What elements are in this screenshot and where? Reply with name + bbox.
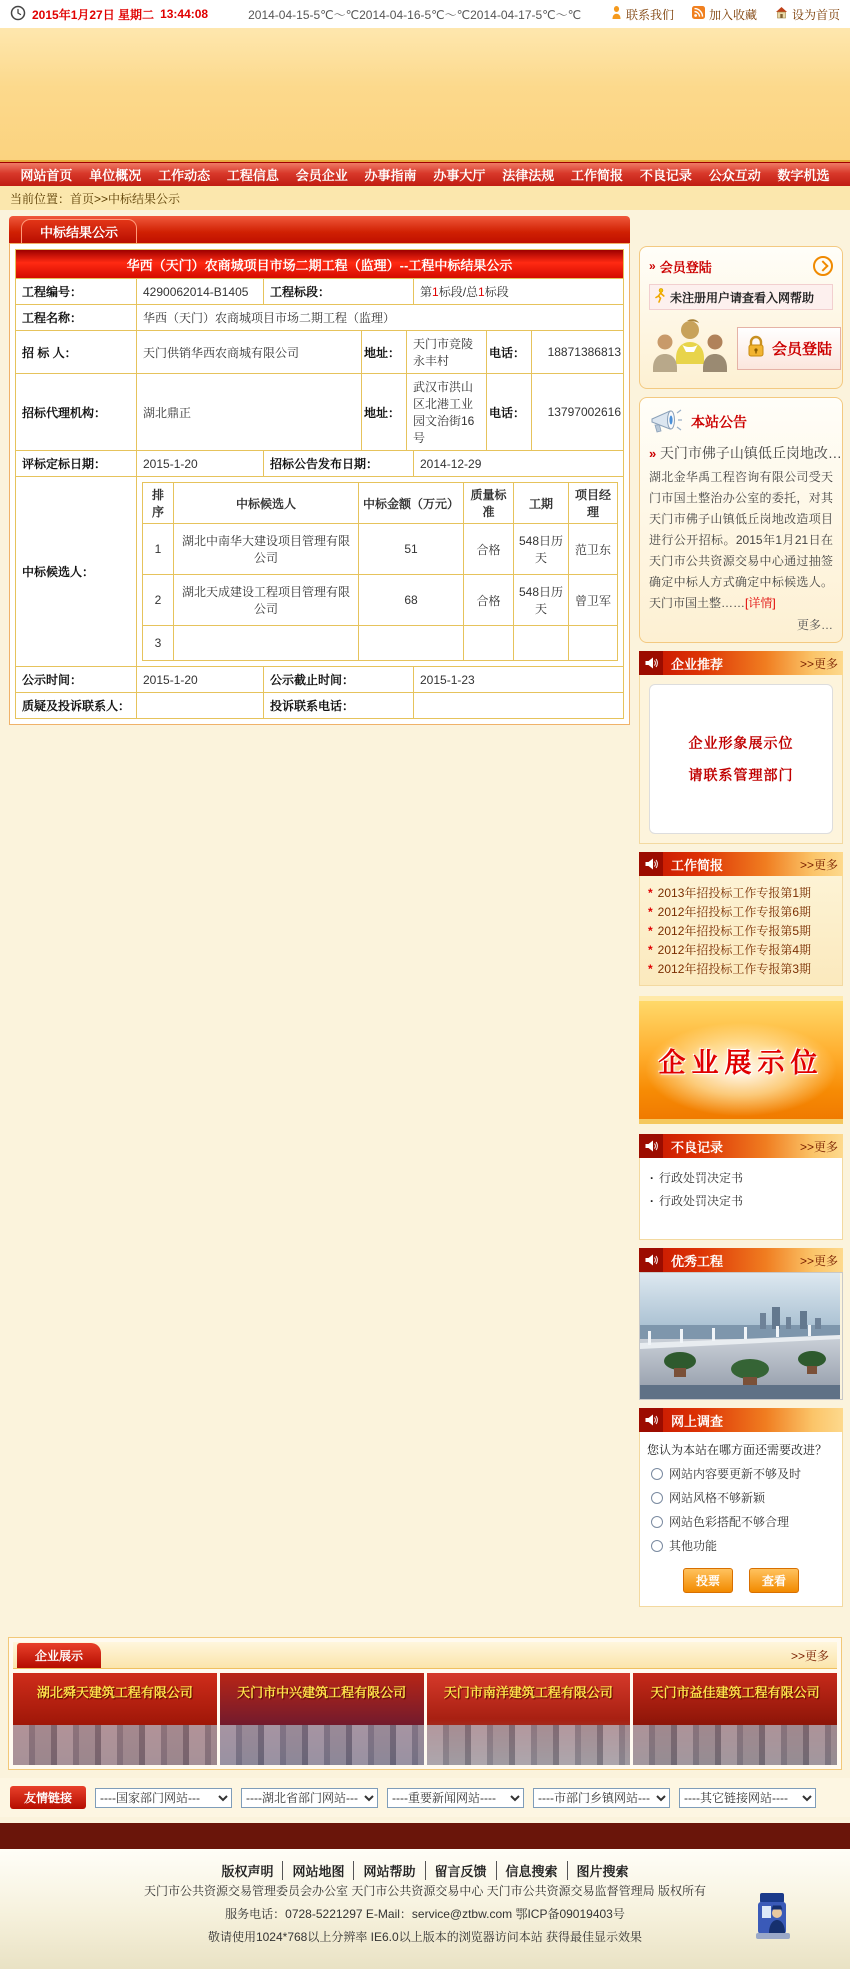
value-notice-date: 2014-12-29 bbox=[413, 451, 623, 476]
nav-about[interactable]: 单位概况 bbox=[89, 168, 142, 183]
footer-divider-band bbox=[0, 1823, 850, 1849]
col-candidate: 中标候选人 bbox=[173, 483, 358, 523]
value-tenderee-address: 天门市竞陵永丰村 bbox=[406, 331, 486, 373]
survey-option-label: 网站内容要更新不够及时 bbox=[669, 1467, 802, 1481]
rss-icon bbox=[692, 6, 705, 22]
label-notice-date: 招标公告发布日期： bbox=[263, 451, 413, 476]
survey-option[interactable] bbox=[651, 1489, 835, 1506]
company-name: 天门市南洋建筑工程有限公司 bbox=[443, 1685, 613, 1700]
nav-home[interactable]: 网站首页 bbox=[20, 168, 73, 183]
nav-laws[interactable]: 法律法规 bbox=[502, 168, 555, 183]
content-column bbox=[9, 216, 630, 725]
star-bullet: * bbox=[648, 961, 653, 976]
list-item[interactable] bbox=[648, 883, 834, 902]
register-help-label: 未注册用户请查看入网帮助 bbox=[670, 290, 815, 305]
list-item[interactable] bbox=[650, 1167, 832, 1190]
company-name: 湖北舜天建筑工程有限公司 bbox=[36, 1685, 193, 1700]
candidates-cell bbox=[136, 477, 623, 666]
showcase-header bbox=[13, 1642, 837, 1669]
showcase-tab[interactable]: 企业展示 bbox=[17, 1643, 101, 1668]
bad-records-list bbox=[639, 1158, 843, 1240]
radio-icon[interactable] bbox=[651, 1516, 663, 1528]
dot-bullet: · bbox=[650, 1171, 654, 1185]
candidate-manager: 曾卫军 bbox=[568, 575, 617, 625]
site-help-link[interactable]: 网站帮助 bbox=[354, 1861, 425, 1880]
value-project-no: 4290062014-B1405 bbox=[136, 279, 263, 304]
fine-projects-more-link[interactable]: >>更多 bbox=[799, 1253, 838, 1268]
candidate-quality: 合格 bbox=[463, 524, 513, 574]
star-bullet: * bbox=[648, 904, 653, 919]
survey-section-bar bbox=[639, 1408, 843, 1432]
nav-bad-records[interactable]: 不良记录 bbox=[639, 168, 692, 183]
survey-question: 您认为本站在哪方面还需要改进？ bbox=[647, 1443, 828, 1457]
company-banner[interactable] bbox=[220, 1673, 424, 1765]
members-group-icon bbox=[649, 318, 731, 379]
radio-icon[interactable] bbox=[651, 1540, 663, 1552]
label-tenderee: 招 标 人： bbox=[22, 345, 77, 360]
segment-text: 标段 bbox=[484, 285, 509, 299]
candidates-table bbox=[142, 482, 618, 661]
bad-records-more-link[interactable]: >>更多 bbox=[799, 1139, 838, 1154]
news-sites-select[interactable] bbox=[387, 1788, 524, 1808]
label-segment: 工程标段： bbox=[263, 279, 413, 304]
promo-box bbox=[639, 675, 843, 844]
enterprise-showcase bbox=[8, 1637, 842, 1770]
list-item[interactable] bbox=[648, 940, 834, 959]
fine-projects-section-bar bbox=[639, 1248, 843, 1272]
bad-records-title: 不良记录 bbox=[671, 1139, 724, 1155]
bulletin-item-label: 2012年招投标工作专报第6期 bbox=[657, 905, 812, 919]
speaker-icon bbox=[639, 651, 663, 675]
value-publicity-date: 2015-1-20 bbox=[136, 667, 263, 692]
label-eval-date: 评标定标日期： bbox=[22, 457, 107, 471]
col-rank: 排序 bbox=[151, 488, 164, 519]
survey-option-label: 网站风格不够新颖 bbox=[669, 1491, 766, 1505]
promo-line1: 企业形象展示位 bbox=[688, 735, 794, 751]
friend-links-tab: 友情链接 bbox=[10, 1786, 86, 1809]
notice-detail-link[interactable]: [详情] bbox=[745, 596, 776, 610]
segment-text: 标段/总 bbox=[438, 285, 479, 299]
current-date: 2015年1月27日 星期二 bbox=[32, 7, 155, 22]
segment-total-number: 1 bbox=[478, 284, 485, 299]
notice-more-link[interactable]: 更多… bbox=[796, 618, 833, 632]
label-complaint-contact: 质疑及投诉联系人： bbox=[22, 699, 131, 713]
col-manager: 项目经理 bbox=[568, 483, 617, 523]
survey-box bbox=[639, 1432, 843, 1607]
candidate-row bbox=[143, 574, 617, 625]
list-item[interactable] bbox=[650, 1190, 832, 1213]
sitemap-link[interactable]: 网站地图 bbox=[283, 1861, 354, 1880]
candidate-manager bbox=[568, 626, 617, 660]
showcase-more-link[interactable]: >>更多 bbox=[790, 1648, 829, 1663]
label-publicity-date: 公示时间： bbox=[22, 673, 83, 687]
nav-news[interactable]: 工作动态 bbox=[158, 168, 211, 183]
clock-icon bbox=[10, 5, 26, 24]
value-tenderee-tel: 18871386813 bbox=[531, 331, 623, 373]
showcase-body bbox=[13, 1673, 837, 1765]
contact-icon bbox=[611, 6, 622, 23]
bulletin-item-label: 2012年招投标工作专报第5期 bbox=[657, 924, 812, 938]
bulletin-more-link[interactable]: >>更多 bbox=[799, 857, 838, 872]
speaker-icon bbox=[639, 1134, 663, 1158]
contact-us-link[interactable] bbox=[611, 6, 674, 23]
topbar-links bbox=[611, 6, 840, 23]
candidate-row bbox=[143, 625, 617, 660]
footer-browser-line: 敬请使用1024*768以上分辨率 IE6.0以上版本的浏览器访问本站 获得最佳显示效果 bbox=[207, 1930, 643, 1944]
candidate-row bbox=[143, 523, 617, 574]
bulletin-item-label: 2013年招投标工作专报第1期 bbox=[657, 886, 812, 900]
radio-icon[interactable] bbox=[651, 1468, 663, 1480]
bulletin-item-label: 2012年招投标工作专报第4期 bbox=[657, 943, 812, 957]
member-login-body bbox=[649, 318, 833, 379]
member-login-header bbox=[649, 256, 833, 276]
site-notice-title: 本站公告 bbox=[691, 414, 747, 430]
company-banner[interactable] bbox=[13, 1673, 217, 1765]
survey-option-label: 其他功能 bbox=[669, 1539, 718, 1553]
star-bullet: * bbox=[648, 923, 653, 938]
header-banner bbox=[0, 28, 850, 162]
value-project-name: 华西（天门）农商城项目市场二期工程（监理） bbox=[136, 305, 623, 330]
add-favorite-label: 加入收藏 bbox=[708, 7, 757, 22]
arrow-prefix: » bbox=[649, 446, 657, 461]
topbar bbox=[0, 0, 850, 28]
promo-line2: 请联系管理部门 bbox=[688, 767, 794, 783]
candidate-name: 湖北中南华大建设项目管理有限公司 bbox=[173, 524, 358, 574]
fine-projects-title: 优秀工程 bbox=[671, 1253, 724, 1269]
ad-banner-text: 企业展示位 bbox=[658, 1047, 824, 1078]
section-tabbar bbox=[9, 216, 630, 243]
footer bbox=[0, 1849, 850, 1969]
survey-option[interactable] bbox=[651, 1465, 835, 1482]
info-search-link[interactable]: 信息搜索 bbox=[497, 1861, 568, 1880]
footer-links bbox=[0, 1861, 850, 1880]
footer-copyright-line: 天门市公共资源交易管理委员会办公室 天门市公共资源交易中心 天门市公共资源交易监督管理局 版权所有 bbox=[143, 1884, 706, 1898]
list-item[interactable] bbox=[648, 959, 834, 978]
site-notice-header bbox=[649, 407, 833, 437]
other-sites-select[interactable] bbox=[679, 1788, 816, 1808]
nav-guide[interactable]: 办事指南 bbox=[364, 168, 417, 183]
sidebar bbox=[639, 246, 843, 1607]
candidate-duration: 548日历天 bbox=[513, 524, 568, 574]
company-banner[interactable] bbox=[427, 1673, 631, 1765]
label-telephone: 电话： bbox=[486, 374, 531, 450]
main-nav bbox=[0, 162, 850, 186]
bulletin-list bbox=[639, 876, 843, 986]
radio-icon[interactable] bbox=[651, 1492, 663, 1504]
copyright-statement-link[interactable]: 版权声明 bbox=[212, 1861, 283, 1880]
value-tenderee: 天门供销华西农商城有限公司 bbox=[136, 331, 361, 373]
nav-projects[interactable]: 工程信息 bbox=[226, 168, 279, 183]
survey-option[interactable] bbox=[651, 1513, 835, 1530]
speaker-icon bbox=[639, 1248, 663, 1272]
notice-body-text: 湖北金华禹工程咨询有限公司受天门市国土整治办公室的委托，对其天门市佛子山镇低丘岗地改造项目进行公开招标。2015年1月21日在天门市公共资源交易中心通过抽签确定中标人方式确定中标候选人。天门市国土整…… bbox=[649, 470, 833, 610]
arrow-prefix: » bbox=[649, 259, 656, 273]
table-row bbox=[16, 304, 623, 330]
candidate-quality bbox=[463, 626, 513, 660]
table-row bbox=[16, 692, 623, 718]
col-amount: 中标金额（万元） bbox=[358, 483, 463, 523]
label-candidates: 中标候选人： bbox=[22, 565, 95, 579]
candidate-duration: 548日历天 bbox=[513, 575, 568, 625]
candidate-quality: 合格 bbox=[463, 575, 513, 625]
company-name: 天门市中兴建筑工程有限公司 bbox=[237, 1685, 407, 1700]
candidate-amount bbox=[358, 626, 463, 660]
segment-number: 1 bbox=[432, 284, 439, 299]
home-icon bbox=[775, 6, 788, 22]
promo-placeholder[interactable] bbox=[649, 684, 833, 834]
promo-more-link[interactable]: >>更多 bbox=[799, 656, 838, 671]
bad-record-label: 行政处罚决定书 bbox=[659, 1171, 744, 1185]
promo-section-bar bbox=[639, 651, 843, 675]
member-login-button[interactable] bbox=[737, 327, 841, 370]
col-duration: 工期 bbox=[513, 483, 568, 523]
feedback-link[interactable]: 留言反馈 bbox=[426, 1861, 497, 1880]
notice-headline-link[interactable] bbox=[649, 443, 842, 463]
col-quality: 质量标准 bbox=[463, 483, 513, 523]
speaker-icon bbox=[639, 852, 663, 876]
notice-headline-text: 天门市佛子山镇低丘岗地改… bbox=[659, 445, 842, 461]
star-bullet: * bbox=[648, 942, 653, 957]
bulletin-section-bar bbox=[639, 852, 843, 876]
main-area bbox=[0, 210, 850, 1607]
fine-project-photo[interactable] bbox=[639, 1272, 843, 1400]
dot-bullet: · bbox=[650, 1194, 654, 1208]
expand-arrow-icon[interactable] bbox=[813, 256, 833, 276]
site-notice-box bbox=[639, 397, 843, 643]
table-row bbox=[16, 476, 623, 666]
megaphone-icon bbox=[649, 407, 683, 437]
candidate-rank: 2 bbox=[154, 593, 162, 607]
label-agency: 招标代理机构： bbox=[22, 405, 107, 420]
speaker-icon bbox=[639, 1408, 663, 1432]
survey-title: 网上调查 bbox=[671, 1413, 724, 1429]
list-item[interactable] bbox=[648, 902, 834, 921]
contact-us-label: 联系我们 bbox=[625, 7, 674, 22]
running-person-icon bbox=[654, 288, 666, 306]
survey-option-label: 网站色彩搭配不够合理 bbox=[669, 1515, 790, 1529]
candidate-amount: 51 bbox=[358, 524, 463, 574]
candidate-rank: 1 bbox=[154, 542, 162, 556]
hubei-sites-select[interactable] bbox=[241, 1788, 378, 1808]
member-login-box bbox=[639, 246, 843, 389]
bid-result-box bbox=[9, 243, 630, 725]
nav-hall[interactable]: 办事大厅 bbox=[433, 168, 486, 183]
label-project-name: 工程名称： bbox=[22, 311, 83, 325]
table-row bbox=[16, 666, 623, 692]
promo-title: 企业推荐 bbox=[671, 656, 724, 672]
image-search-link[interactable]: 图片搜索 bbox=[576, 1864, 629, 1879]
list-item[interactable] bbox=[648, 921, 834, 940]
nav-interaction[interactable]: 公众互动 bbox=[708, 168, 761, 183]
table-row bbox=[16, 330, 623, 373]
bad-records-section-bar bbox=[639, 1134, 843, 1158]
survey-buttons bbox=[647, 1568, 835, 1593]
company-banner[interactable] bbox=[633, 1673, 837, 1765]
enterprise-ad-banner[interactable] bbox=[639, 996, 843, 1124]
friend-links-bar bbox=[0, 1778, 850, 1817]
value-agency-address: 武汉市洪山区北港工业园文治街16号 bbox=[406, 374, 486, 450]
national-sites-select[interactable] bbox=[95, 1788, 232, 1808]
candidate-name: 湖北天成建设工程项目管理有限公司 bbox=[173, 575, 358, 625]
member-login-title: 会员登陆 bbox=[659, 259, 712, 275]
city-town-sites-select[interactable] bbox=[533, 1788, 670, 1808]
label-project-no: 工程编号： bbox=[22, 285, 83, 299]
candidates-header-row bbox=[143, 483, 617, 523]
value-agency-tel: 13797002616 bbox=[531, 374, 623, 450]
candidate-duration bbox=[513, 626, 568, 660]
bid-table-title: 华西（天门）农商城项目市场二期工程（监理）--工程中标结果公示 bbox=[16, 250, 623, 278]
current-time: 13:44:08 bbox=[160, 7, 209, 21]
footer-contact-line: 服务电话：0728-5221297 E-Mail：service@ztbw.com 鄂ICP备09019403号 bbox=[225, 1907, 625, 1921]
star-bullet: * bbox=[648, 885, 653, 900]
value-complaint-tel bbox=[413, 693, 623, 718]
register-help-link[interactable] bbox=[649, 284, 833, 310]
label-address: 地址： bbox=[361, 374, 406, 450]
candidate-amount: 68 bbox=[358, 575, 463, 625]
breadcrumb-text: 当前位置：首页>>中标结果公示 bbox=[10, 191, 181, 206]
vote-button[interactable]: 投票 bbox=[683, 1568, 733, 1593]
lock-icon bbox=[746, 335, 766, 362]
nav-digital[interactable]: 数字机选 bbox=[777, 168, 830, 183]
notice-body bbox=[649, 467, 833, 614]
value-publicity-end: 2015-1-23 bbox=[413, 667, 623, 692]
weather-text: 2014-04-15-5℃～℃2014-04-16-5℃～℃2014-04-17-5℃～℃ bbox=[248, 7, 582, 22]
table-row bbox=[16, 450, 623, 476]
breadcrumb bbox=[0, 186, 850, 210]
label-address: 地址： bbox=[361, 331, 406, 373]
value-complaint-contact bbox=[136, 693, 263, 718]
label-complaint-tel: 投诉联系电话： bbox=[263, 693, 413, 718]
table-row bbox=[16, 278, 623, 304]
survey-option[interactable] bbox=[651, 1537, 835, 1554]
label-telephone: 电话： bbox=[486, 331, 531, 373]
bulletin-title: 工作简报 bbox=[671, 857, 724, 873]
set-homepage-label: 设为首页 bbox=[791, 7, 840, 22]
add-favorite-link[interactable] bbox=[692, 6, 757, 23]
value-segment bbox=[413, 279, 623, 304]
police-badge-icon[interactable] bbox=[754, 1891, 792, 1944]
tab-bid-results[interactable]: 中标结果公示 bbox=[21, 219, 137, 243]
value-agency: 湖北鼎正 bbox=[136, 374, 361, 450]
nav-members[interactable]: 会员企业 bbox=[295, 168, 348, 183]
view-results-button[interactable]: 查看 bbox=[749, 1568, 799, 1593]
bad-record-label: 行政处罚决定书 bbox=[659, 1194, 744, 1208]
label-publicity-end: 公示截止时间： bbox=[263, 667, 413, 692]
company-name: 天门市益佳建筑工程有限公司 bbox=[650, 1685, 820, 1700]
candidate-manager: 范卫东 bbox=[568, 524, 617, 574]
bid-result-table bbox=[15, 249, 624, 719]
nav-bulletin[interactable]: 工作简报 bbox=[571, 168, 624, 183]
candidate-rank: 3 bbox=[154, 636, 162, 650]
segment-text: 第 bbox=[420, 285, 433, 299]
candidate-name bbox=[173, 626, 358, 660]
value-eval-date: 2015-1-20 bbox=[136, 451, 263, 476]
table-row bbox=[16, 373, 623, 450]
member-login-button-label: 会员登陆 bbox=[772, 341, 833, 358]
set-homepage-link[interactable] bbox=[775, 6, 840, 23]
bulletin-item-label: 2012年招投标工作专报第3期 bbox=[657, 962, 812, 976]
